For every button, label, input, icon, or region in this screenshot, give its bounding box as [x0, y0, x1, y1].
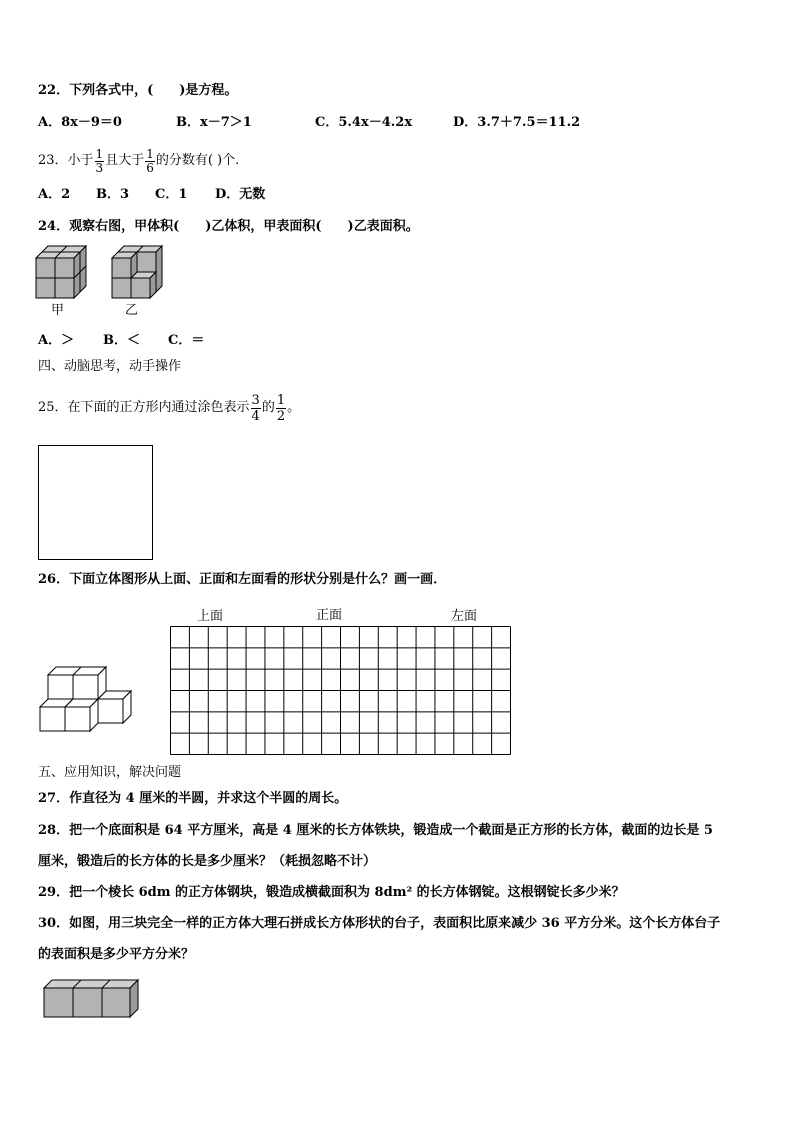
section-5-heading: 五、应用知识，解决问题	[38, 765, 182, 780]
q25-frac1-den: 4	[251, 408, 260, 424]
q23-fraction-1	[95, 148, 105, 175]
jia-cube-figure	[36, 246, 88, 302]
q23-stem	[38, 147, 239, 175]
q30-line-2: 的表面积是多少平方分米？	[38, 947, 195, 962]
q28-line-1: 28．把一个底面积是 64 平方厘米，高是 4 厘米的长方体铁块，锻造成一个截面是正方形的长方体，截面的边长是 5	[38, 823, 713, 838]
view-label-top: 上面	[197, 609, 224, 624]
q23-option-b: B．3	[96, 187, 130, 202]
q27-stem: 27．作直径为 4 厘米的半圆，并求这个半圆的周长。	[38, 791, 348, 806]
q23-frac2-den: 6	[146, 160, 154, 175]
q25-suffix: 。	[287, 400, 301, 415]
label-jia: 甲	[51, 303, 65, 318]
view-label-left: 左面	[451, 609, 478, 624]
q25-frac1-num: 3	[251, 392, 260, 408]
q25-prefix: 25．在下面的正方形内通过涂色表示	[38, 400, 250, 415]
yi-cube-figure	[112, 246, 164, 302]
q23-option-c: C．1	[155, 187, 188, 202]
q22-option-d: D．3.7＋7.5＝11.2	[453, 115, 581, 130]
q24-option-b: B．＜	[103, 333, 140, 348]
section-4-heading: 四、动脑思考，动手操作	[38, 359, 182, 374]
q22-option-c: C．5.4x－4.2x	[315, 115, 413, 130]
q24-option-a: A．＞	[38, 333, 75, 348]
q23-suffix: 的分数有( )个.	[155, 153, 240, 168]
q26-solid-figure	[38, 663, 134, 735]
q22-stem: 22．下列各式中，( )是方程。	[38, 83, 238, 98]
q25-frac2-den: 2	[276, 408, 286, 424]
q22-option-a: A．8x－9＝0	[38, 115, 122, 130]
q23-prefix: 23．小于	[38, 153, 94, 168]
q25-mid: 的	[261, 400, 275, 415]
q29-stem: 29．把一个棱长 6dm 的正方体钢块，锻造成横截面积为 8dm² 的长方体钢锭。这根钢锭长多少米？	[38, 885, 625, 900]
q24-stem: 24．观察右图，甲体积( )乙体积，甲表面积( )乙表面积。	[38, 219, 419, 234]
q23-frac1-num: 1	[95, 146, 104, 161]
label-yi: 乙	[125, 303, 139, 318]
q30-three-cubes-figure	[42, 978, 142, 1020]
q23-mid: 且大于	[105, 153, 145, 168]
view-label-front: 正面	[316, 608, 343, 623]
q25-frac2-num: 1	[276, 392, 286, 408]
q25-fraction-1	[251, 393, 261, 424]
q22-option-b: B．x－7＞1	[176, 115, 252, 130]
q25-fraction-2	[276, 393, 286, 424]
q26-stem: 26．下面立体图形从上面、正面和左面看的形状分别是什么？画一画．	[38, 572, 447, 587]
q30-line-1: 30．如图，用三块完全一样的正方体大理石拼成长方体形状的台子，表面积比原来减少 36 平方分米。这个长方体台子	[38, 916, 721, 931]
drawing-grid[interactable]	[170, 626, 511, 755]
q23-frac1-den: 3	[95, 160, 104, 175]
q25-stem	[38, 390, 300, 426]
q23-frac2-num: 1	[146, 146, 154, 161]
shading-square[interactable]	[38, 445, 153, 560]
q28-line-2: 厘米，锻造后的长方体的长是多少厘米？（耗损忽略不计）	[38, 854, 377, 869]
q23-option-d: D．无数	[215, 187, 266, 202]
q23-fraction-2	[145, 148, 155, 175]
q24-option-c: C．＝	[168, 333, 205, 348]
q23-option-a: A．2	[38, 187, 71, 202]
